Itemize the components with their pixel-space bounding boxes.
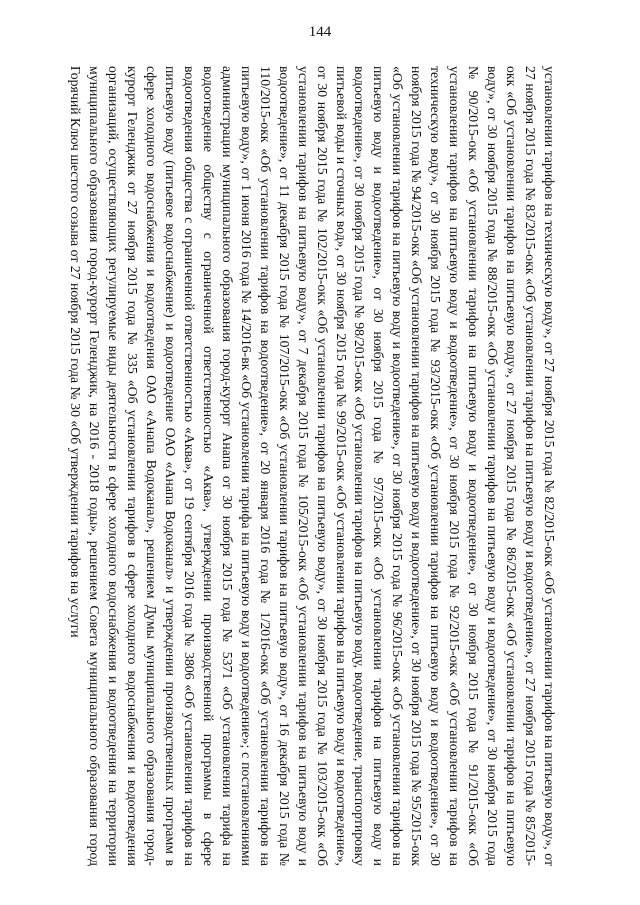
body-paragraph: установлении тарифов на техническую воду», от 27 ноября 2015 года № 82/2015-окк «Об установлении тарифов на питьевую воду», от 27 ноября 2015 года № 83/2015-окк «Об установлении тарифов на питьевую воду и водоотведение», от 27 ноября 2015 года № 85/2015-окк «Об установлении тарифов на питьевую воду», от 27 ноября 2015 года № 86/2015-окк «Об установлении тарифов на питьевую воду», от 30 ноября 2015 года № 88/2015-окк «Об установлении тарифов на питьевую воду и водоотведение», от 30 ноября 2015 года № 90/2015-окк «Об установлении тарифов на питьевую воду и водоотведение», от 30 ноября 2015 года № 91/2015-окк «Об установлении тарифов на питьевую воду и водоотведение», от 30 ноября 2015 года № 92/2015-окк «Об установлении тарифов на техническую воду», от 30 ноября 2015 года № 93/2015-окк «Об установлении тарифов на питьевую воду и водоотведение», от 30 ноября 2015 года № 94/2015-окк «Об установлении тарифов на питьевую воду и водоотведение», от 30 ноября 2015 года № 95/2015-окк «Об установлении тарифов на питьевую воду и водоотведение», от 30 ноября 2015 года № 96/2015-окк «Об установлении тарифов на питьевую воду и водоотведение», от 30 ноября 2015 года № 97/2015-окк «Об установлении тарифов на питьевую воду и водоотведение», от 30 ноября 2015 года № 98/2015-окк «Об установлении тарифов на питьевую воду, водоотведение, транспортировку питьевой воды и сточных вод», от 30 ноября 2015 года № 99/2015-окк «Об установлении тарифов на питьевую воду и водоотведение», от 30 ноября 2015 года № 102/2015-окк «Об установлении тарифов на питьевую воду», от 30 ноября 2015 года № 103/2015-окк «Об установлении тарифов на питьевую воду», от 7 декабря 2015 года № 105/2015-окк «Об установлении тарифов на питьевую воду и водоотведение», от 11 декабря 2015 года № 107/2015-окк «Об установлении тарифов на питьевую воду», от 16 декабря 2015 года № 110/2015-окк «Об установлении тарифов на водоотведение», от 20 января 2016 года № 1/2016-окк «Об установлении тарифов на питьевую воду», от 1 июня 2016 года № 14/2016-вк «Об установлении тарифа на питьевую воду и водоотведение»; с постановлениями администрации муниципального образования город-курорт Анапа от 30 ноября 2015 года № 5371 «Об установлении тарифа на водоотведение обществу с ограниченной ответственностью «Аква», утверждении производственной программы в сфере водоотведения общества с ограниченной ответственностью «Аква», от 19 сентября 2016 года № 3806 «Об установлении тарифов на питьевую воду (питьевое водоснабжение) и водоотведение ОАО «Анапа Водоканал» и утверждении производственных программ в сфере холодного водоснабжения и водоотведения ОАО «Анапа Водоканал», решением Думы муниципального образования город-курорт Геленджик от 27 ноября 2015 года № 335 «Об установлении тарифов в сфере холодного водоснабжения и водоотведения организаций, осуществляющих регулируемые виды деятельности в сфере холодного водоснабжения и водоотведения на территории муниципального образования город-курорт Геленджик, на 2016 - 2018 годы», решением Совета муниципального образования город Горячий Ключ шестого созыва от 27 ноября 2015 года № 30 «Об утверждении тарифов на услуги — [68, 66, 557, 866]
page-number: 144 — [308, 24, 332, 40]
rotated-text-region — [68, 66, 558, 866]
